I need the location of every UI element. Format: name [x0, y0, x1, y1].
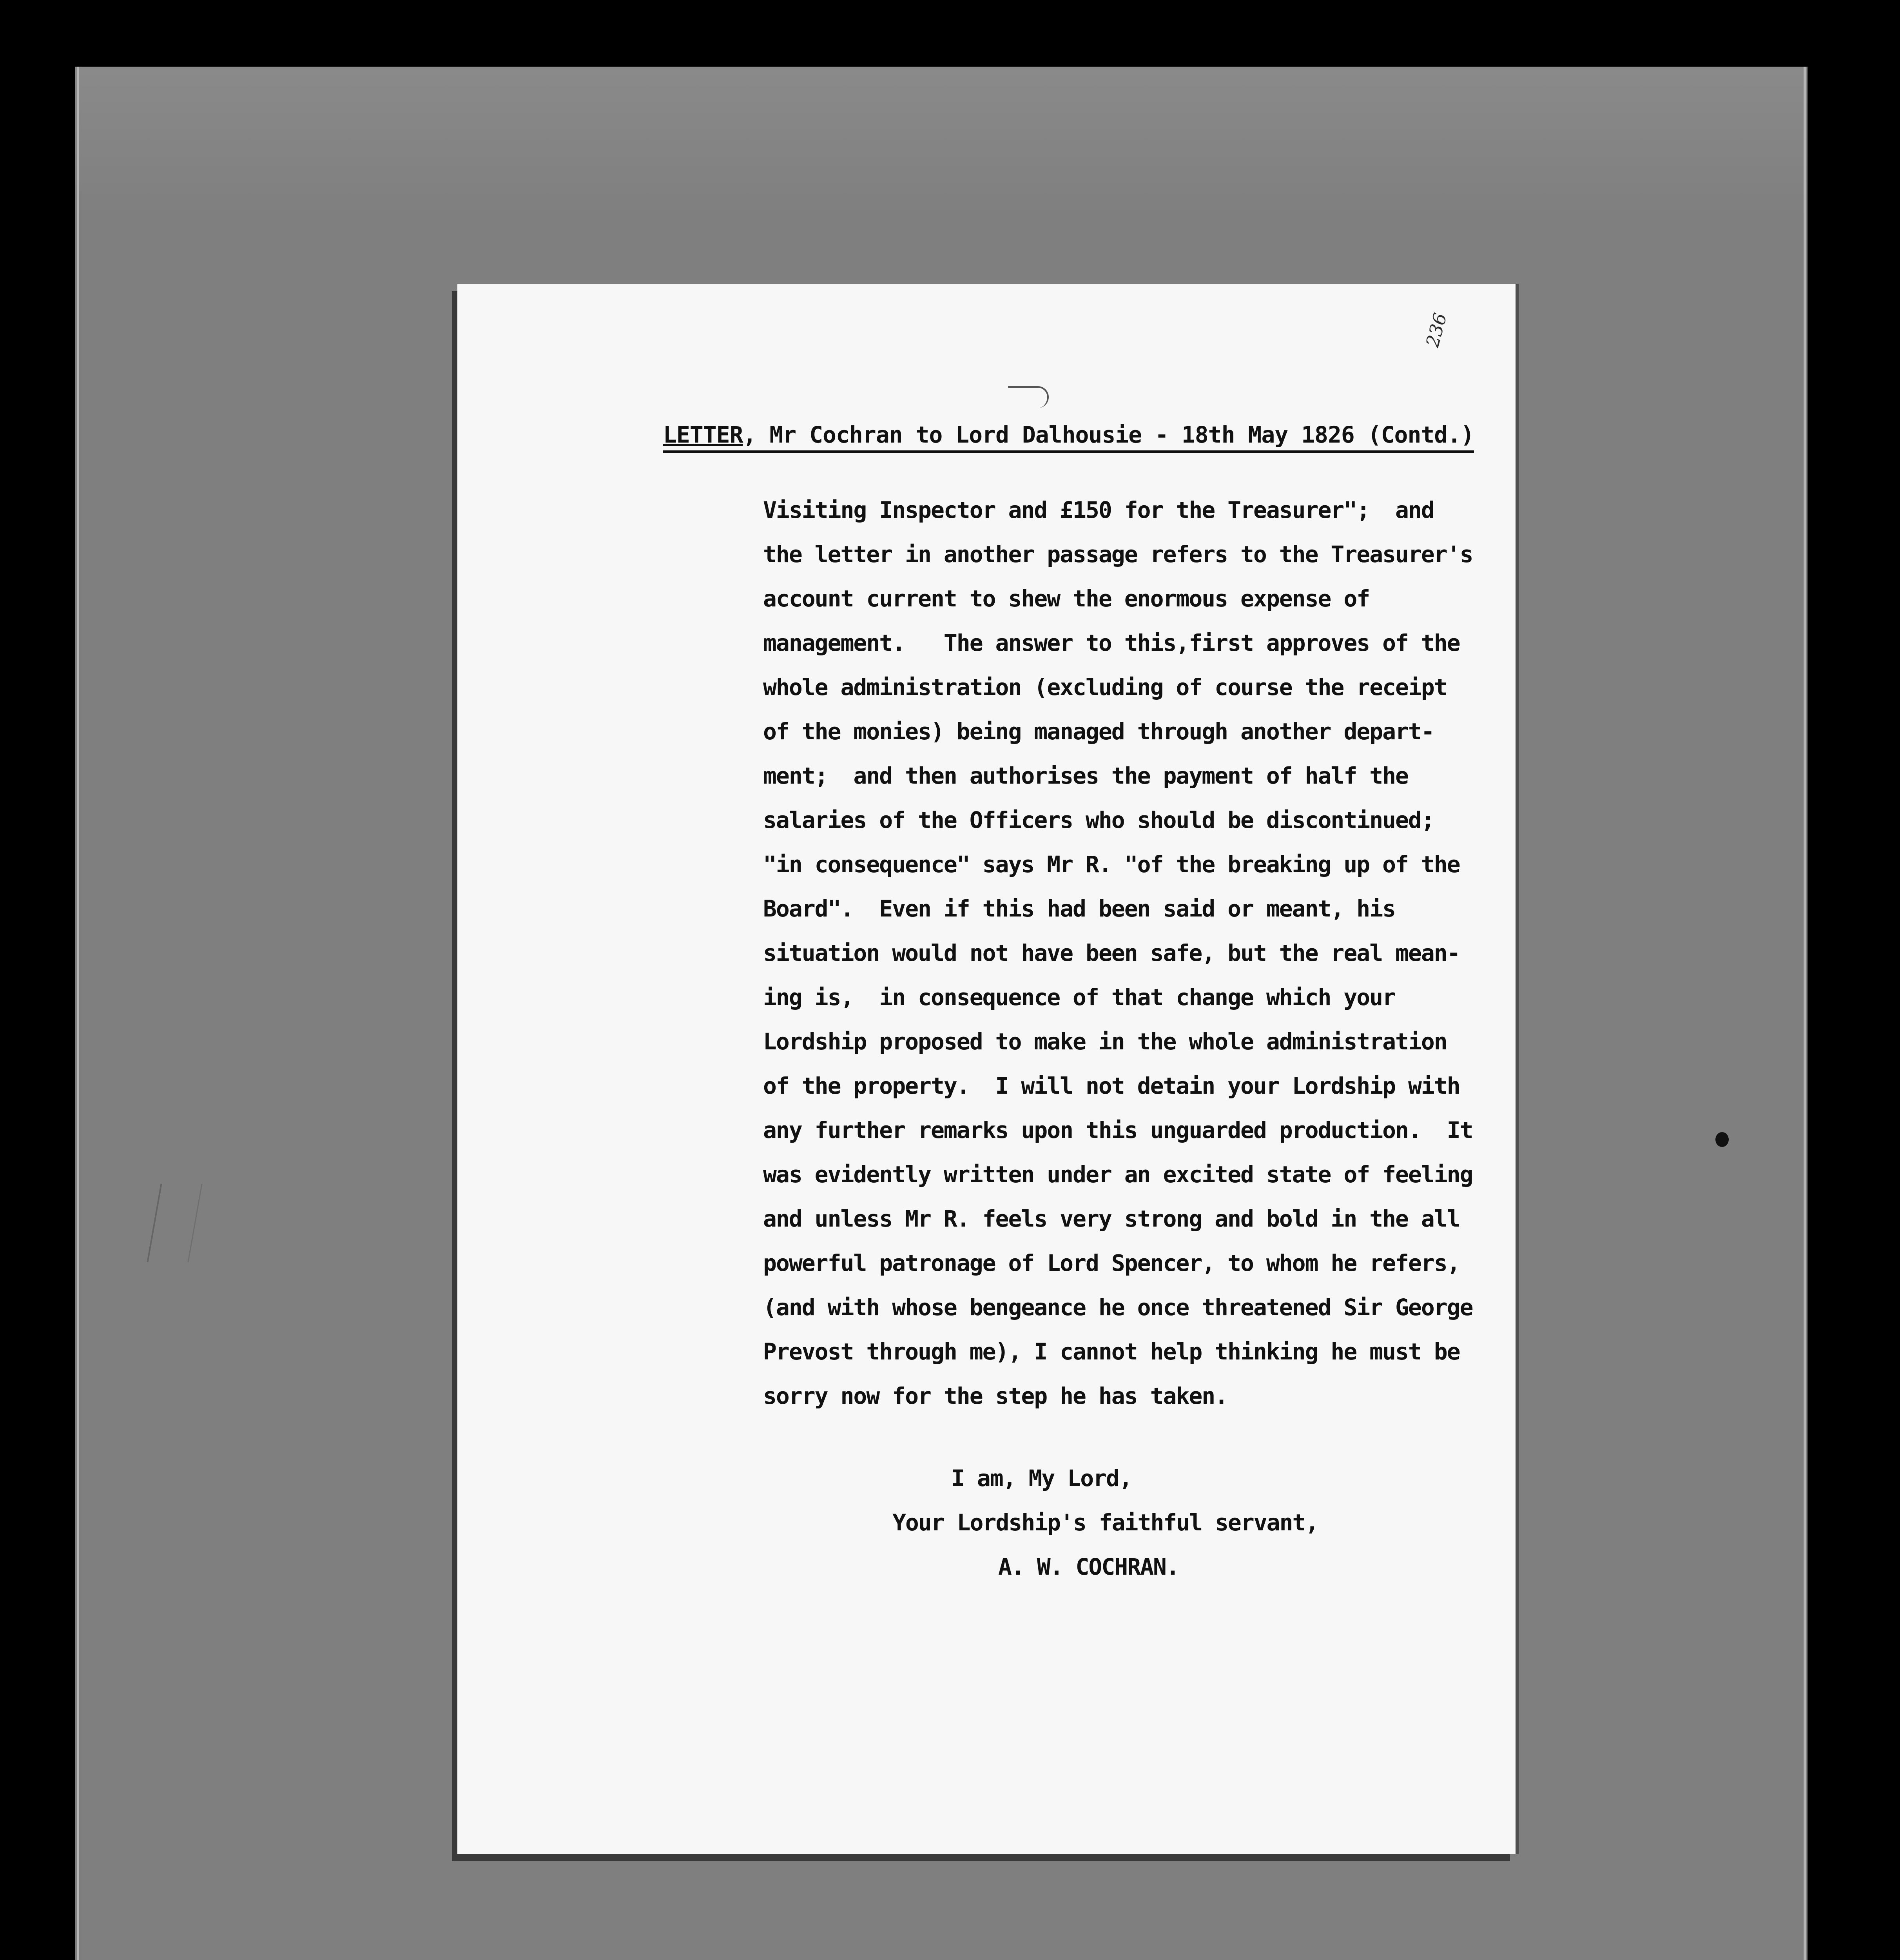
signature: A. W. COCHRAN.	[998, 1553, 1179, 1580]
microfilm-frame	[75, 67, 1808, 1960]
body-line: management. The answer to this,first approves of the	[763, 630, 1460, 656]
document-heading	[663, 421, 1474, 453]
body-line: account current to shew the enormous expense of	[763, 585, 1370, 612]
body-line: salaries of the Officers who should be discontinued;	[763, 807, 1434, 833]
letter-body	[763, 488, 1488, 1418]
body-line: Lordship proposed to make in the whole administration	[763, 1028, 1447, 1055]
body-line: the letter in another passage refers to the Treasurer's	[763, 541, 1473, 568]
body-line: ing is, in consequence of that change which your	[763, 984, 1396, 1011]
body-line: whole administration (excluding of course the receipt	[763, 674, 1447, 701]
body-line: of the monies) being managed through another depart-	[763, 718, 1434, 745]
film-scratch	[147, 1184, 202, 1262]
frame-border-right	[1804, 67, 1806, 1960]
body-line: Visiting Inspector and £150 for the Treasurer"; and	[763, 497, 1434, 523]
valediction: Your Lordship's faithful servant,	[892, 1509, 1318, 1536]
body-line: ment; and then authorises the payment of half the	[763, 762, 1408, 789]
body-line: "in consequence" says Mr R. "of the breaking up of the	[763, 851, 1460, 878]
film-speck	[1715, 1132, 1729, 1147]
body-line: and unless Mr R. feels very strong and bold in the all	[763, 1205, 1460, 1232]
closing-salutation: I am, My Lord,	[951, 1465, 1132, 1492]
pencil-mark	[1008, 386, 1049, 408]
body-line: powerful patronage of Lord Spencer, to whom he refers,	[763, 1250, 1460, 1276]
body-line: situation would not have been safe, but the real mean-	[763, 940, 1460, 966]
page-number: 236	[1421, 310, 1451, 350]
body-line: Prevost through me), I cannot help thinking he must be	[763, 1338, 1460, 1365]
body-line: sorry now for the step he has taken.	[763, 1383, 1228, 1409]
heading-lead: LETTER	[663, 421, 743, 448]
frame-shading	[75, 67, 1808, 216]
heading-rest: , Mr Cochran to Lord Dalhousie - 18th May 1826 (Contd.)	[743, 421, 1474, 448]
document-page	[457, 284, 1516, 1854]
body-line: any further remarks upon this unguarded production. It	[763, 1117, 1473, 1143]
body-line: Board". Even if this had been said or meant, his	[763, 895, 1396, 922]
body-line: (and with whose bengeance he once threatened Sir George	[763, 1294, 1473, 1321]
frame-border-left	[77, 67, 79, 1960]
body-line: of the property. I will not detain your Lordship with	[763, 1073, 1460, 1099]
body-line: was evidently written under an excited state of feeling	[763, 1161, 1473, 1188]
